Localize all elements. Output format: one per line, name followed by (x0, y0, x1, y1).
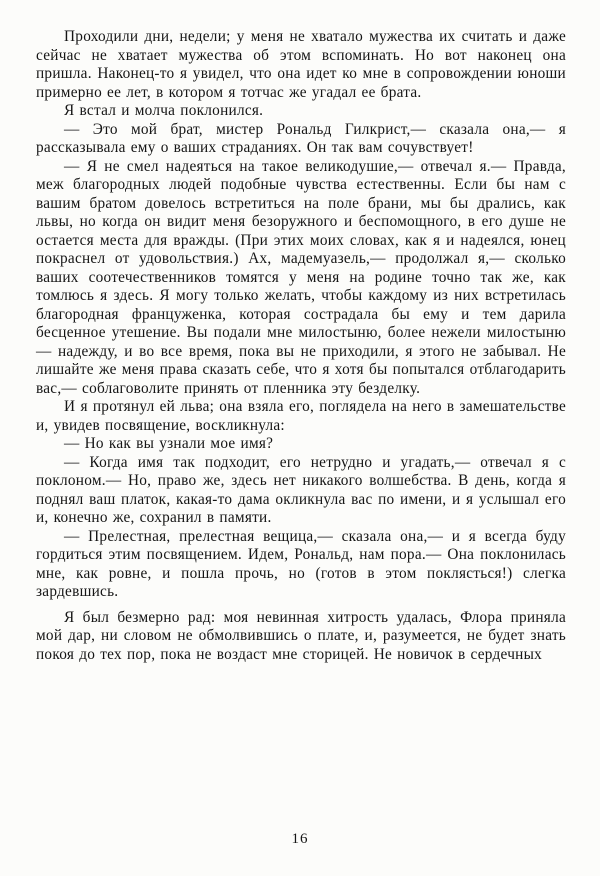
paragraph-dialogue: — Это мой брат, мистер Рональд Гилкрист,— сказала она,— я рассказывала ему о ваших страданиях. Он так вам сочувствует! (36, 120, 566, 156)
paragraph-dialogue: — Прелестная, прелестная вещица,— сказала она,— и я всегда буду гордиться этим посвящением. Идем, Рональд, нам пора.— Она поклонилась мне, как ровне, и пошла прочь, но (готов в этом поклясться!) слегка зардевшись. (36, 527, 566, 600)
paragraph: Я был безмерно рад: моя невинная хитрость удалась, Флора приняла мой дар, ни словом не обмолвившись о плате, и, разумеется, не будет знать покоя до тех пор, пока не воздаст мне сторицей. Не новичок в сердечных (36, 608, 566, 663)
paragraph-dialogue: — Я не смел надеяться на такое великодушие,— отвечал я.— Правда, меж благородных людей подобные чувства естественны. Если бы нам с вашим братом довелось встретиться на поле брани, мы бы дрались, как львы, но когда он видит меня безоружного и беспомощного, в его душе не остается места для вражды. (При этих моих словах, как я и надеялся, юнец покраснел от удовольствия.) Ах, мадемуазель,— продолжал я,— сколько ваших соотечественников томятся у меня на родине точно так же, как томлюсь я здесь. Я могу только желать, чтобы каждому из них встретилась благородная француженка, которая сострадала бы ему и тем дарила бесценное утешение. Вы подали мне милостыню, более нежели милостыню — надежду, и во все время, пока вы не приходили, я этого не забывал. Не лишайте же меня права сказать себе, что я хотя бы попытался отблагодарить вас,— соблаговолите принять от пленника эту безделку. (36, 157, 566, 397)
paragraph: Я встал и молча поклонился. (64, 102, 264, 119)
paragraph: Проходили дни, недели; у меня не хватало мужества их считать и даже сейчас не хватает мужества об этом вспоминать. Но вот наконец она пришла. Наконец-то я увидел, что она идет ко мне в сопровождении юноши примерно ее лет, в котором я тотчас же угадал ее брата. (36, 28, 566, 101)
paragraph-dialogue: — Когда имя так подходит, его нетрудно и угадать,— отвечал я с поклоном.— Но, право же, здесь нет никакого волшебства. В день, когда я поднял ваш платок, какая-то дама окликнула вас по имени, и я услышал его и, конечно же, сохранил в памяти. (36, 453, 566, 526)
text-block (36, 28, 566, 664)
paragraph: И я протянул ей льва; она взяла его, поглядела на него в замешательстве и, увидев посвящение, воскликнула: (36, 398, 566, 434)
paragraph-dialogue: — Но как вы узнали мое имя? (64, 435, 274, 452)
page-number: 16 (291, 831, 309, 847)
